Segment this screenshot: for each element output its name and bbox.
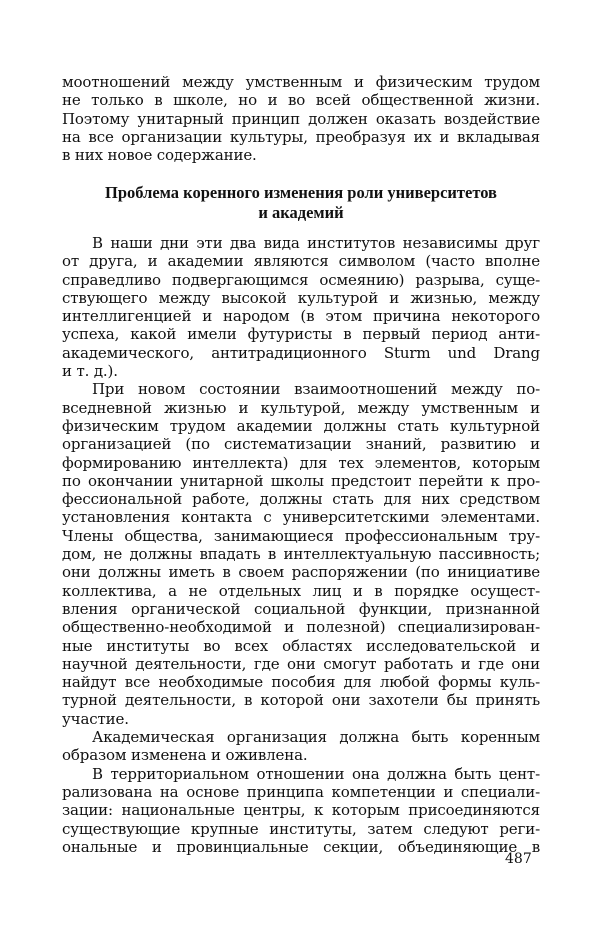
text-line: вседневной жизнью и культурой, между умственным и — [62, 398, 540, 417]
body-text — [62, 234, 540, 856]
text-line: зации: национальные центры, к которым присоединяются — [62, 801, 540, 820]
text-line: При новом состоянии взаимоотношений между по- — [92, 380, 540, 399]
intro-paragraph — [62, 73, 540, 164]
text-line: на все организации культуры, преобразуя их и вкладывая — [62, 127, 540, 146]
text-line: научной деятельности, где они смогут работать и где они — [62, 654, 540, 673]
text-line: существующие крупные институты, затем следуют реги- — [62, 819, 540, 838]
text-line: академического, антитрадиционного Sturm und Drang — [62, 343, 540, 362]
text-line: они должны иметь в своем распоряжении (по инициативе — [62, 563, 540, 582]
text-line: интеллигенцией и народом (в этом причина некоторого — [62, 307, 540, 326]
text-line: образом изменена и оживлена. — [62, 746, 308, 765]
text-line: ональные и провинциальные секции, объединяющие в — [62, 837, 540, 856]
text-line: моотношений между умственным и физическим трудом — [62, 73, 540, 91]
text-line: В наши дни эти два вида институтов независимы друг — [92, 234, 540, 252]
text-line: от друга, и академии являются символом (часто вполне — [62, 252, 540, 271]
text-line: В территориальном отношении она должна быть цент- — [92, 764, 540, 783]
text-line: фессиональной работе, должны стать для них средством — [62, 490, 540, 509]
text-line: коллектива, а не отдельных лиц и в порядке осущест- — [62, 581, 540, 600]
text-line: справедливо подвергающимся осмеянию) разрыва, суще- — [62, 270, 540, 289]
text-line: по окончании унитарной школы предстоит перейти к про- — [62, 471, 540, 490]
heading-line: и академий — [258, 203, 344, 222]
page-number: 487 — [505, 851, 532, 867]
text-line: не только в школе, но и во всей общественной жизни. — [62, 91, 540, 110]
text-line: формированию интеллекта) для тех элементов, которым — [62, 453, 540, 472]
text-line: Поэтому унитарный принцип должен оказать воздействие — [62, 109, 540, 128]
heading-line: Проблема коренного изменения роли университетов — [105, 183, 497, 202]
section-heading — [62, 183, 540, 223]
text-line: дом, не должны впадать в интеллектуальную пассивность; — [62, 545, 540, 564]
text-line: физическим трудом академии должны стать культурной — [62, 416, 540, 435]
text-line: Академическая организация должна быть коренным — [92, 728, 540, 747]
text-line: общественно-необходимой и полезной) специализирован- — [62, 618, 540, 637]
text-line: рализована на основе принципа компетенции и специали- — [62, 782, 540, 801]
text-line: и т. д.). — [62, 362, 118, 381]
text-line: успеха, какой имели футуристы в первый период анти- — [62, 325, 540, 344]
text-line: Члены общества, занимающиеся профессиональным тру- — [62, 526, 540, 545]
text-line: участие. — [62, 709, 129, 728]
text-line: найдут все необходимые пособия для любой формы куль- — [62, 673, 540, 692]
text-line: турной деятельности, в которой они захотели бы принять — [62, 691, 540, 710]
text-line: организацией (по систематизации знаний, развитию и — [62, 435, 540, 454]
text-line: ствующего между высокой культурой и жизнью, между — [62, 288, 540, 307]
text-line: установления контакта с университетскими элементами. — [62, 508, 540, 527]
text-line: в них новое содержание. — [62, 146, 257, 165]
text-line: ные институты во всех областях исследовательской и — [62, 636, 540, 655]
text-line: вления органической социальной функции, признанной — [62, 599, 540, 618]
